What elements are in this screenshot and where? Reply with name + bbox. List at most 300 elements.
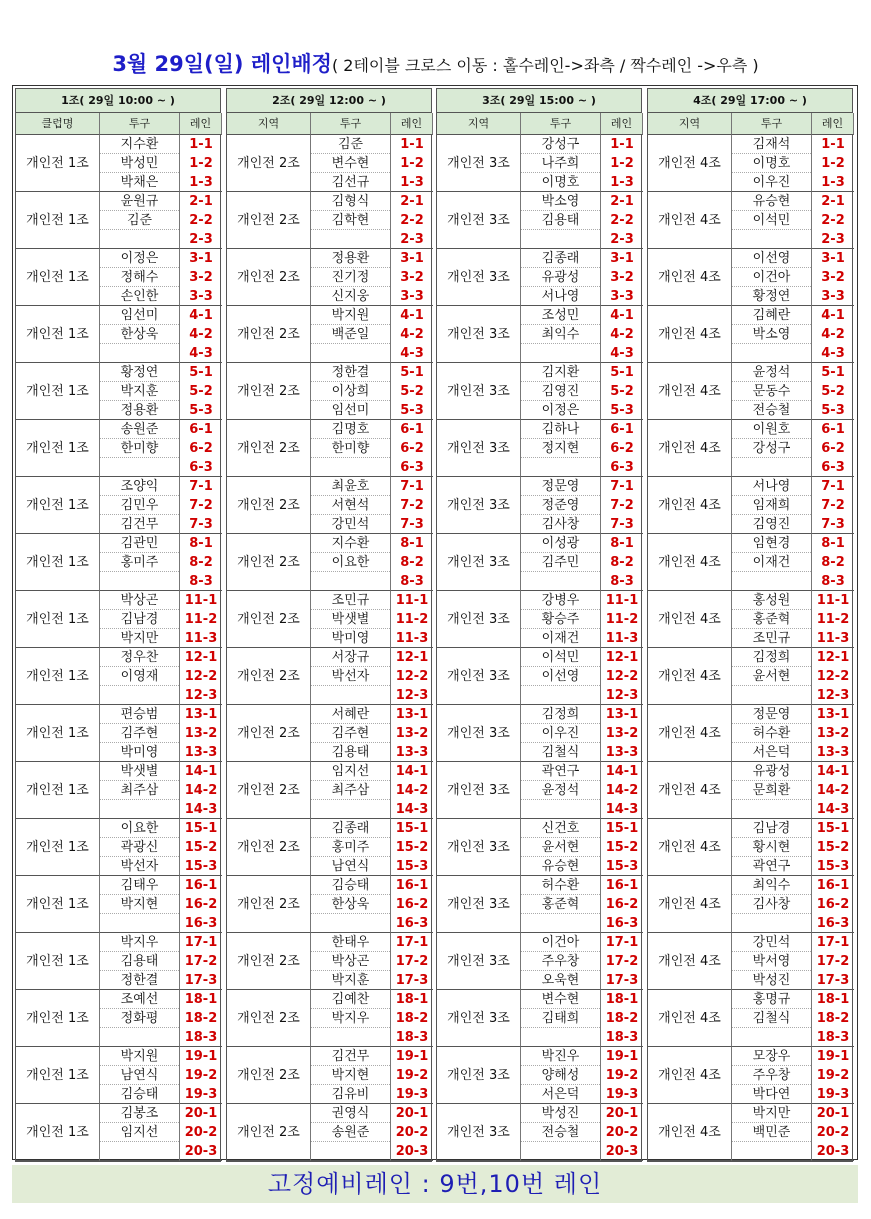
bowler-list (521, 534, 601, 591)
lane-number: 11-1 (395, 593, 429, 608)
lane-number: 17-2 (395, 954, 429, 969)
bowler-name: 홍미주 (100, 553, 179, 572)
bowler-name: 박성진 (752, 973, 791, 988)
lane-number: 17-1 (816, 935, 850, 950)
reserve-lane-note: 고정예비레인 : 9번,10번 레인 (12, 1165, 858, 1203)
bowler-name: 김주현 (311, 724, 390, 743)
lane-number: 2-2 (610, 213, 634, 228)
lane-number: 5-3 (400, 403, 424, 418)
lane-number: 2-3 (821, 232, 845, 247)
club-cell: 개인전 2조 (227, 420, 311, 477)
group-grid (436, 112, 642, 1162)
club-cell: 개인전 2조 (227, 363, 311, 420)
lane-list (812, 363, 854, 420)
bowler-name: 유승현 (541, 859, 580, 874)
club-cell: 개인전 4조 (648, 306, 732, 363)
lane-number: 18-3 (816, 1030, 850, 1045)
lane-number: 1-3 (610, 175, 634, 190)
lane-number: 5-2 (821, 384, 845, 399)
lane-number: 7-2 (610, 498, 634, 513)
lane-number: 5-1 (400, 365, 424, 380)
lane-number: 16-1 (395, 878, 429, 893)
bowler-name: 박소영 (732, 325, 811, 344)
bowler-name: 박성진 (521, 1104, 600, 1123)
bowler-list (521, 705, 601, 762)
bowler-name: 양해성 (521, 1066, 600, 1085)
bowler-name (100, 686, 179, 704)
lane-number: 15-2 (816, 840, 850, 855)
lane-number: 5-2 (400, 384, 424, 399)
bowler-name: 한상욱 (100, 325, 179, 344)
lane-number: 12-1 (816, 650, 850, 665)
lane-list (180, 534, 222, 591)
lane-list (180, 819, 222, 876)
lane-number: 20-1 (816, 1106, 850, 1121)
lane-number: 19-1 (816, 1049, 850, 1064)
bowler-list (732, 705, 812, 762)
lane-number: 3-2 (821, 270, 845, 285)
bowler-name: 임선미 (100, 306, 179, 325)
lane-number: 12-1 (605, 650, 639, 665)
club-cell: 개인전 2조 (227, 1047, 311, 1104)
bowler-name (311, 1142, 390, 1160)
lane-number: 1-2 (189, 156, 213, 171)
bowler-list (100, 819, 180, 876)
lane-list (812, 762, 854, 819)
bowler-name (311, 800, 390, 818)
lane-list (601, 648, 643, 705)
lane-number: 14-2 (605, 783, 639, 798)
bowler-name: 이선영 (732, 249, 811, 268)
club-cell: 개인전 4조 (648, 591, 732, 648)
lane-number: 16-2 (184, 897, 218, 912)
lane-number: 17-1 (184, 935, 218, 950)
lane-list (812, 1104, 854, 1161)
bowler-name: 곽광신 (100, 838, 179, 857)
lane-list (391, 648, 433, 705)
lane-number: 3-1 (400, 251, 424, 266)
lane-number: 8-1 (400, 536, 424, 551)
lane-number: 5-1 (821, 365, 845, 380)
bowler-name: 강병우 (521, 591, 600, 610)
lane-list (391, 819, 433, 876)
lane-list (180, 192, 222, 249)
bowler-name (311, 914, 390, 932)
bowler-name: 나주희 (521, 154, 600, 173)
bowler-name: 김주현 (100, 724, 179, 743)
bowler-name (732, 800, 811, 818)
bowler-list (100, 249, 180, 306)
club-cell: 개인전 3조 (437, 249, 521, 306)
bowler-name: 임지선 (311, 762, 390, 781)
group-table (647, 88, 853, 1159)
group-header: 2조( 29일 12:00 ~ ) (226, 88, 432, 112)
bowler-name: 박지만 (732, 1104, 811, 1123)
bowler-name: 정준영 (521, 496, 600, 515)
bowler-name: 문동수 (732, 382, 811, 401)
bowler-name: 정문영 (732, 705, 811, 724)
bowler-name: 박지만 (120, 631, 159, 646)
bowler-name: 문희환 (732, 781, 811, 800)
lane-number: 15-1 (816, 821, 850, 836)
bowler-name (100, 230, 179, 248)
bowler-name: 이원호 (732, 420, 811, 439)
bowler-name (732, 344, 811, 362)
bowler-name: 정한결 (311, 363, 390, 382)
lane-number: 4-3 (610, 346, 634, 361)
lane-number: 1-3 (400, 175, 424, 190)
bowler-name: 박미영 (331, 631, 370, 646)
bowler-name: 정해수 (100, 268, 179, 287)
group-header: 3조( 29일 15:00 ~ ) (436, 88, 642, 112)
group-grid (647, 112, 853, 1162)
bowler-name: 황정연 (100, 363, 179, 382)
lane-number: 14-3 (605, 802, 639, 817)
lane-number: 1-1 (610, 137, 634, 152)
bowler-name (100, 1028, 179, 1046)
title-main: 3월 29일(일) 레인배정 (112, 52, 332, 76)
bowler-list (732, 1104, 812, 1161)
lane-number: 12-3 (184, 688, 218, 703)
bowler-list (311, 249, 391, 306)
lane-number: 7-1 (400, 479, 424, 494)
bowler-name: 정화평 (100, 1009, 179, 1028)
club-cell: 개인전 2조 (227, 990, 311, 1047)
bowler-name: 김철식 (541, 745, 580, 760)
bowler-name: 박지훈 (100, 382, 179, 401)
lane-list (601, 192, 643, 249)
bowler-name: 전승철 (752, 403, 791, 418)
lane-number: 2-1 (400, 194, 424, 209)
bowler-name: 박진우 (521, 1047, 600, 1066)
bowler-name: 윤정석 (732, 363, 811, 382)
lane-number: 11-3 (605, 631, 639, 646)
bowler-list (311, 1047, 391, 1104)
club-cell: 개인전 4조 (648, 876, 732, 933)
bowler-name: 최익수 (521, 325, 600, 344)
lane-number: 8-3 (821, 574, 845, 589)
lane-number: 6-1 (610, 422, 634, 437)
lane-number: 17-3 (816, 973, 850, 988)
bowler-name: 윤서현 (521, 838, 600, 857)
lane-list (180, 1047, 222, 1104)
bowler-name: 송원준 (100, 420, 179, 439)
bowler-list (100, 1047, 180, 1104)
bowler-name: 최윤호 (311, 477, 390, 496)
bowler-name: 박지우 (311, 1009, 390, 1028)
bowler-name: 이건아 (521, 933, 600, 952)
bowler-list (100, 705, 180, 762)
club-cell: 개인전 2조 (227, 762, 311, 819)
lane-number: 2-1 (610, 194, 634, 209)
lane-number: 12-3 (605, 688, 639, 703)
lane-number: 12-1 (395, 650, 429, 665)
lane-list (391, 705, 433, 762)
lane-number: 3-1 (189, 251, 213, 266)
lane-number: 2-2 (189, 213, 213, 228)
lane-number: 13-1 (184, 707, 218, 722)
lane-number: 4-3 (400, 346, 424, 361)
lane-number: 16-3 (395, 916, 429, 931)
bowler-name: 임지선 (100, 1123, 179, 1142)
bowler-list (521, 135, 601, 192)
lane-list (180, 648, 222, 705)
club-cell: 개인전 3조 (437, 762, 521, 819)
bowler-name: 백준일 (311, 325, 390, 344)
bowler-name (521, 230, 600, 248)
bowler-name: 이석민 (732, 211, 811, 230)
bowler-list (732, 990, 812, 1047)
bowler-name (311, 1028, 390, 1046)
club-cell: 개인전 4조 (648, 363, 732, 420)
lane-list (812, 420, 854, 477)
lane-number: 4-2 (610, 327, 634, 342)
bowler-name: 김영진 (752, 517, 791, 532)
bowler-list (732, 762, 812, 819)
club-cell: 개인전 2조 (227, 1104, 311, 1161)
bowler-name: 이재건 (732, 553, 811, 572)
bowler-name: 서나영 (732, 477, 811, 496)
bowler-name: 한미향 (311, 439, 390, 458)
lane-number: 20-3 (816, 1144, 850, 1159)
lane-number: 14-2 (184, 783, 218, 798)
bowler-name: 강성구 (732, 439, 811, 458)
bowler-list (311, 534, 391, 591)
bowler-list (311, 192, 391, 249)
lane-number: 4-2 (189, 327, 213, 342)
bowler-name: 신지웅 (331, 289, 370, 304)
bowler-name: 김명호 (311, 420, 390, 439)
lane-number: 3-1 (821, 251, 845, 266)
lane-number: 13-2 (184, 726, 218, 741)
lane-number: 8-3 (189, 574, 213, 589)
bowler-name (521, 914, 600, 932)
lane-number: 8-1 (189, 536, 213, 551)
column-header: 지역 (227, 113, 311, 135)
club-cell: 개인전 1조 (16, 990, 100, 1047)
lane-list (812, 135, 854, 192)
bowler-name (311, 344, 390, 362)
bowler-name: 박성민 (100, 154, 179, 173)
lane-list (601, 363, 643, 420)
lane-number: 13-3 (395, 745, 429, 760)
lane-number: 1-1 (189, 137, 213, 152)
lane-number: 11-3 (395, 631, 429, 646)
lane-number: 18-1 (605, 992, 639, 1007)
bowler-list (732, 477, 812, 534)
bowler-name (100, 458, 179, 476)
lane-number: 12-3 (816, 688, 850, 703)
lane-number: 12-2 (816, 669, 850, 684)
lane-number: 6-3 (189, 460, 213, 475)
club-cell: 개인전 2조 (227, 648, 311, 705)
lane-number: 3-2 (400, 270, 424, 285)
lane-number: 14-2 (816, 783, 850, 798)
lane-number: 12-1 (184, 650, 218, 665)
bowler-list (732, 192, 812, 249)
lane-number: 14-2 (395, 783, 429, 798)
lane-number: 15-3 (395, 859, 429, 874)
bowler-name: 김태희 (521, 1009, 600, 1028)
bowler-list (100, 363, 180, 420)
bowler-name: 남연식 (331, 859, 370, 874)
lane-list (391, 249, 433, 306)
column-header: 투구 (521, 113, 601, 135)
lane-list (601, 135, 643, 192)
bowler-name: 김용태 (331, 745, 370, 760)
group-grid (226, 112, 432, 1162)
lane-list (391, 363, 433, 420)
bowler-name: 홍준혁 (732, 610, 811, 629)
bowler-name (521, 686, 600, 704)
bowler-name: 이석민 (521, 648, 600, 667)
bowler-name: 유광성 (732, 762, 811, 781)
lane-number: 13-1 (605, 707, 639, 722)
lane-number: 2-2 (821, 213, 845, 228)
lane-number: 7-3 (189, 517, 213, 532)
column-header: 레인 (601, 113, 643, 135)
lane-number: 17-3 (605, 973, 639, 988)
club-cell: 개인전 2조 (227, 135, 311, 192)
bowler-list (311, 648, 391, 705)
lane-list (601, 933, 643, 990)
bowler-name: 김선규 (331, 175, 370, 190)
club-cell: 개인전 3조 (437, 534, 521, 591)
bowler-name: 박상곤 (311, 952, 390, 971)
bowler-list (100, 192, 180, 249)
lane-list (180, 420, 222, 477)
bowler-name: 김승태 (311, 876, 390, 895)
bowler-name: 박선자 (120, 859, 159, 874)
lane-number: 14-1 (605, 764, 639, 779)
bowler-name: 곽연구 (521, 762, 600, 781)
lane-number: 19-3 (395, 1087, 429, 1102)
column-header: 레인 (812, 113, 854, 135)
bowler-list (100, 933, 180, 990)
bowler-list (732, 420, 812, 477)
bowler-list (732, 876, 812, 933)
lane-list (180, 762, 222, 819)
lane-number: 15-1 (605, 821, 639, 836)
lane-number: 15-3 (605, 859, 639, 874)
club-cell: 개인전 4조 (648, 420, 732, 477)
lane-list (391, 591, 433, 648)
bowler-name (732, 686, 811, 704)
lane-list (601, 534, 643, 591)
column-header: 클럽명 (16, 113, 100, 135)
bowler-name (311, 458, 390, 476)
club-cell: 개인전 3조 (437, 192, 521, 249)
lane-number: 14-1 (395, 764, 429, 779)
club-cell: 개인전 2조 (227, 819, 311, 876)
club-cell: 개인전 2조 (227, 534, 311, 591)
bowler-name: 김혜란 (732, 306, 811, 325)
club-cell: 개인전 3조 (437, 705, 521, 762)
bowler-name: 강민석 (732, 933, 811, 952)
lane-number: 8-2 (610, 555, 634, 570)
lane-number: 5-3 (821, 403, 845, 418)
bowler-name: 김용태 (100, 952, 179, 971)
lane-number: 15-1 (395, 821, 429, 836)
bowler-name (732, 1028, 811, 1046)
lane-number: 17-2 (605, 954, 639, 969)
lane-number: 18-3 (605, 1030, 639, 1045)
bowler-list (311, 762, 391, 819)
bowler-name: 김영진 (521, 382, 600, 401)
lane-number: 8-2 (189, 555, 213, 570)
lane-number: 1-2 (610, 156, 634, 171)
bowler-name: 홍명규 (732, 990, 811, 1009)
bowler-list (311, 705, 391, 762)
bowler-name: 허수환 (521, 876, 600, 895)
lane-number: 4-2 (821, 327, 845, 342)
lane-number: 18-1 (816, 992, 850, 1007)
bowler-name (100, 914, 179, 932)
lane-number: 1-2 (400, 156, 424, 171)
club-cell: 개인전 2조 (227, 933, 311, 990)
bowler-name: 박서영 (732, 952, 811, 971)
lane-list (391, 534, 433, 591)
bowler-name: 주우창 (521, 952, 600, 971)
bowler-name (521, 800, 600, 818)
bowler-list (311, 420, 391, 477)
club-cell: 개인전 4조 (648, 705, 732, 762)
bowler-name: 김종래 (311, 819, 390, 838)
bowler-name (521, 1028, 600, 1046)
bowler-name: 김사창 (541, 517, 580, 532)
lane-number: 4-3 (189, 346, 213, 361)
bowler-list (521, 591, 601, 648)
lane-number: 18-2 (605, 1011, 639, 1026)
club-cell: 개인전 4조 (648, 477, 732, 534)
lane-list (601, 1047, 643, 1104)
club-cell: 개인전 1조 (16, 306, 100, 363)
lane-list (812, 705, 854, 762)
lane-number: 17-2 (184, 954, 218, 969)
lane-list (180, 990, 222, 1047)
lane-number: 3-2 (189, 270, 213, 285)
bowler-name: 박소영 (521, 192, 600, 211)
bowler-name: 김유비 (331, 1087, 370, 1102)
lane-number: 8-2 (821, 555, 845, 570)
bowler-name: 김준 (311, 135, 390, 154)
lane-number: 20-1 (605, 1106, 639, 1121)
bowler-name: 서장규 (311, 648, 390, 667)
lane-number: 11-2 (605, 612, 639, 627)
lane-number: 6-1 (189, 422, 213, 437)
lane-number: 11-3 (816, 631, 850, 646)
lane-number: 16-3 (605, 916, 639, 931)
bowler-name: 변수현 (521, 990, 600, 1009)
bowler-list (521, 933, 601, 990)
lane-number: 5-1 (610, 365, 634, 380)
bowler-name: 이성광 (521, 534, 600, 553)
club-cell: 개인전 3조 (437, 477, 521, 534)
bowler-name: 임현경 (732, 534, 811, 553)
club-cell: 개인전 3조 (437, 135, 521, 192)
lane-number: 8-2 (400, 555, 424, 570)
lane-number: 1-3 (821, 175, 845, 190)
bowler-name (732, 572, 811, 590)
bowler-name: 김건무 (311, 1047, 390, 1066)
club-cell: 개인전 1조 (16, 819, 100, 876)
bowler-name: 전승철 (521, 1123, 600, 1142)
bowler-name: 윤정석 (521, 781, 600, 800)
lane-number: 19-2 (816, 1068, 850, 1083)
lane-number: 2-1 (189, 194, 213, 209)
bowler-list (732, 591, 812, 648)
lane-number: 14-3 (816, 802, 850, 817)
